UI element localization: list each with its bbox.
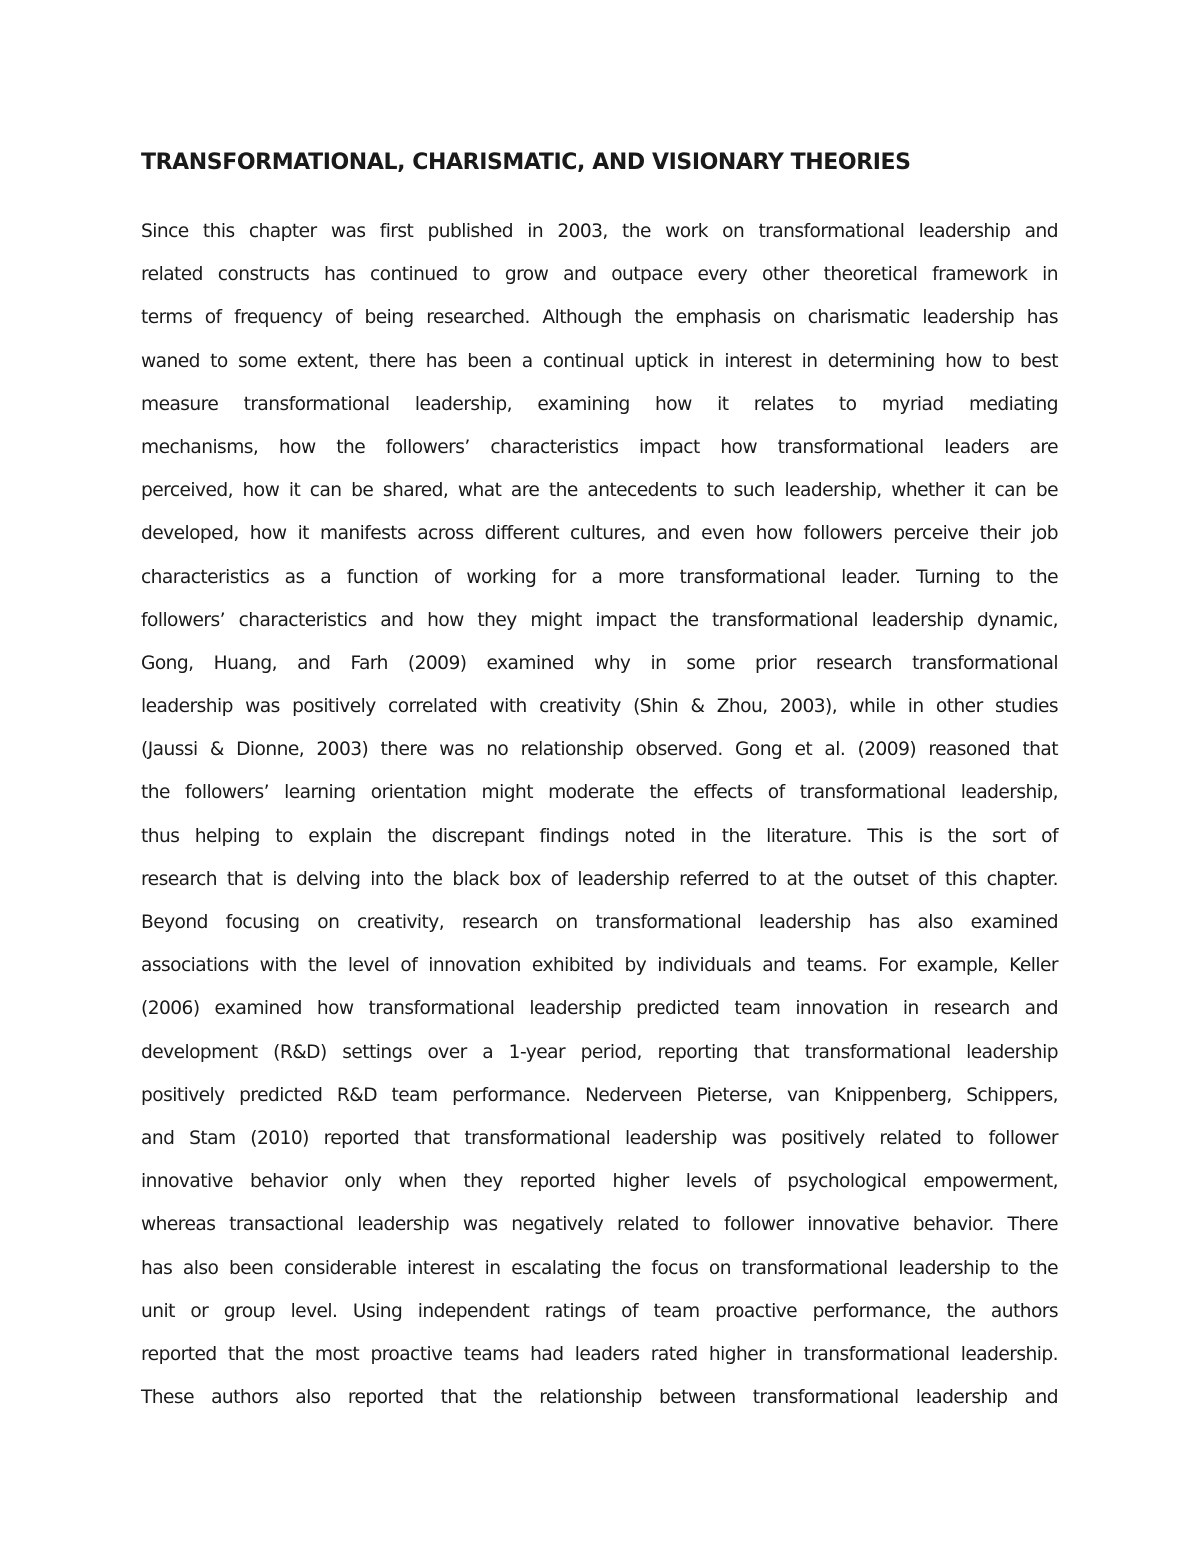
text-line: developed, how it manifests across different cultures, and even how followers perceive their job [141, 523, 1058, 545]
text-line: (Jaussi & Dionne, 2003) there was no relationship observed. Gong et al. (2009) reasoned that [141, 739, 1058, 761]
text-line: leadership was positively correlated with creativity (Shin & Zhou, 2003), while in other studies [141, 696, 1058, 718]
text-line: These authors also reported that the relationship between transformational leadership and [141, 1387, 1058, 1409]
text-line: whereas transactional leadership was negatively related to follower innovative behavior. There [141, 1214, 1058, 1236]
text-line: (2006) examined how transformational leadership predicted team innovation in research and [141, 998, 1058, 1020]
text-line: associations with the level of innovation exhibited by individuals and teams. For example, Keller [141, 955, 1058, 977]
text-line: terms of frequency of being researched. Although the emphasis on charismatic leadership has [141, 307, 1058, 329]
text-line: research that is delving into the black box of leadership referred to at the outset of this chapter. [141, 868, 1058, 890]
text-line: has also been considerable interest in escalating the focus on transformational leadership to the [141, 1257, 1058, 1279]
text-line: innovative behavior only when they reported higher levels of psychological empowerment, [141, 1171, 1058, 1193]
text-line: related constructs has continued to grow and outpace every other theoretical framework in [141, 264, 1058, 286]
text-line: perceived, how it can be shared, what are the antecedents to such leadership, whether it can be [141, 480, 1058, 502]
text-line: Gong, Huang, and Farh (2009) examined why in some prior research transformational [141, 652, 1058, 674]
text-line: measure transformational leadership, examining how it relates to myriad mediating [141, 393, 1058, 415]
text-line: development (R&D) settings over a 1-year period, reporting that transformational leadership [141, 1041, 1058, 1063]
text-line: followers’ characteristics and how they might impact the transformational leadership dynamic, [141, 609, 1058, 631]
text-line: and Stam (2010) reported that transformational leadership was positively related to follower [141, 1127, 1058, 1149]
text-line: Since this chapter was first published in 2003, the work on transformational leadership and [141, 221, 1058, 242]
text-line: reported that the most proactive teams had leaders rated higher in transformational leadership. [141, 1343, 1058, 1365]
text-line: positively predicted R&D team performance. Nederveen Pieterse, van Knippenberg, Schippers, [141, 1084, 1058, 1106]
text-line: the followers’ learning orientation might moderate the effects of transformational leadership, [141, 782, 1058, 804]
text-line: unit or group level. Using independent ratings of team proactive performance, the authors [141, 1300, 1058, 1322]
page-title: TRANSFORMATIONAL, CHARISMATIC, AND VISIONARY THEORIES [141, 150, 911, 175]
body-paragraph [141, 210, 1058, 1419]
text-line: waned to some extent, there has been a continual uptick in interest in determining how to best [141, 350, 1058, 372]
text-line: mechanisms, how the followers’ characteristics impact how transformational leaders are [141, 436, 1058, 458]
text-line: thus helping to explain the discrepant findings noted in the literature. This is the sort of [141, 825, 1058, 847]
text-line: Beyond focusing on creativity, research on transformational leadership has also examined [141, 912, 1058, 933]
text-line: characteristics as a function of working for a more transformational leader. Turning to the [141, 566, 1058, 588]
